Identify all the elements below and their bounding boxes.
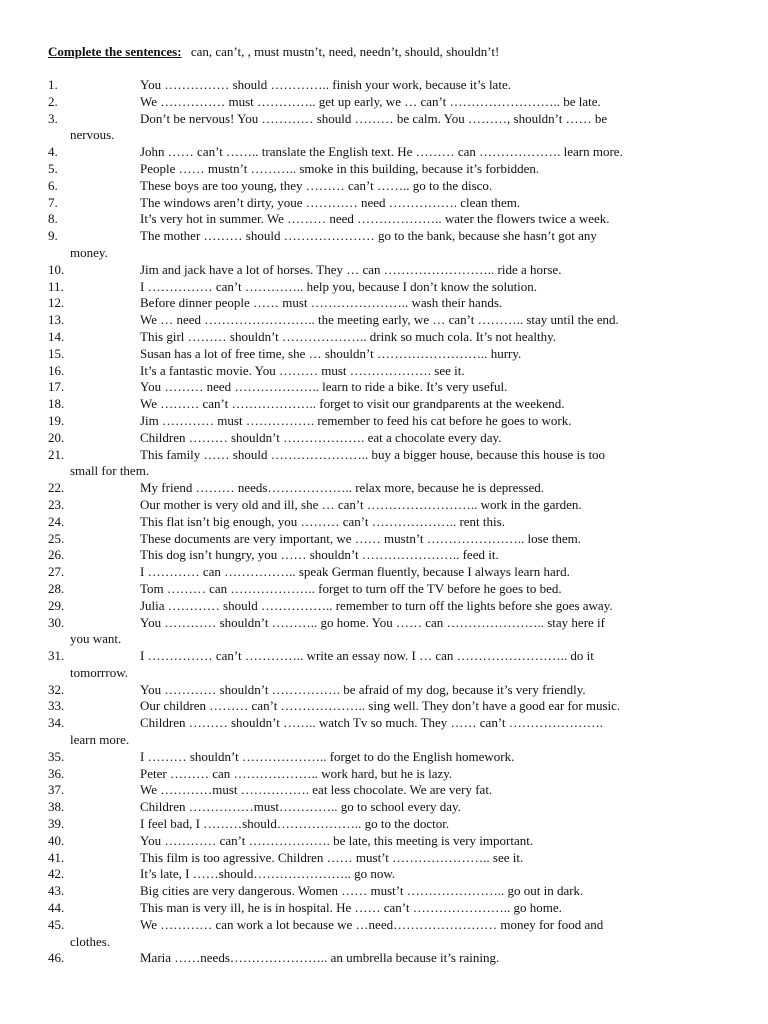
exercise-item	[0, 715, 768, 749]
exercise-number: 16.	[48, 362, 65, 378]
exercise-number: 7.	[48, 194, 58, 210]
exercise-item	[0, 514, 768, 531]
exercise-item	[0, 195, 768, 212]
exercise-sentence: This girl ……… shouldn’t ……………….. drink so much cola. It’s not healthy.	[140, 328, 556, 344]
exercise-number: 5.	[48, 160, 58, 176]
exercise-sentence: This dog isn’t hungry, you …… shouldn’t ………………….. feed it.	[140, 547, 499, 563]
exercise-number: 12.	[48, 295, 65, 311]
exercise-sentence: This family …… should ………………….. buy a bigger house, because this house is too	[140, 446, 606, 462]
exercise-number: 46.	[48, 950, 65, 966]
exercise-number: 4.	[48, 144, 58, 160]
exercise-number: 31.	[48, 648, 65, 664]
exercise-sentence: We ……… can’t ……………….. forget to visit our grandparents at the weekend.	[140, 396, 565, 412]
exercise-sentence: Our mother is very old and ill, she … can’t …………………….. work in the garden.	[140, 496, 582, 512]
exercise-sentence: We ………… can work a lot because we …need…………………… money for food and	[140, 916, 604, 932]
exercise-item	[0, 698, 768, 715]
exercise-item	[0, 950, 768, 967]
exercise-number: 24.	[48, 513, 65, 529]
exercise-sentence: We …………must ……………. eat less chocolate. We are very fat.	[140, 782, 493, 798]
exercise-sentence: Jim ………… must ……………. remember to feed his cat before he goes to work.	[140, 412, 572, 428]
exercise-number: 13.	[48, 312, 65, 328]
exercise-number: 8.	[48, 211, 58, 227]
exercise-item	[0, 279, 768, 296]
exercise-number: 45.	[48, 916, 65, 932]
exercise-item	[0, 144, 768, 161]
exercise-sentence: It’s a fantastic movie. You ……… must ………………. see it.	[140, 362, 465, 378]
exercise-sentence-continuation: tomorrrow.	[70, 664, 129, 680]
exercise-item	[0, 782, 768, 799]
exercise-number: 6.	[48, 177, 58, 193]
exercise-number: 3.	[48, 110, 58, 126]
exercise-sentence: John …… can’t …….. translate the English text. He ……… can ………………. learn more.	[140, 144, 623, 160]
exercise-number: 25.	[48, 530, 65, 546]
exercise-item	[0, 346, 768, 363]
exercise-item	[0, 396, 768, 413]
exercise-item	[0, 262, 768, 279]
exercise-number: 36.	[48, 765, 65, 781]
exercise-number: 32.	[48, 681, 65, 697]
exercise-sentence: Children ……………must………….. go to school every day.	[140, 799, 461, 815]
exercise-number: 17.	[48, 379, 65, 395]
exercise-number: 9.	[48, 228, 58, 244]
exercise-item	[0, 228, 768, 262]
exercise-item	[0, 430, 768, 447]
exercise-sentence: You …………… should ………….. finish your work, because it’s late.	[140, 77, 511, 92]
exercise-sentence: I ………… can …………….. speak German fluently, because I always learn hard.	[140, 564, 570, 580]
exercise-item	[0, 799, 768, 816]
exercise-number: 40.	[48, 832, 65, 848]
exercise-sentence-continuation: learn more.	[70, 732, 130, 748]
exercise-number: 29.	[48, 597, 65, 613]
exercise-sentence-continuation: money.	[70, 244, 108, 260]
exercise-item	[0, 581, 768, 598]
exercise-item	[0, 917, 768, 951]
instructions	[48, 44, 499, 60]
exercise-number: 34.	[48, 715, 65, 731]
exercise-number: 38.	[48, 799, 65, 815]
exercise-number: 27.	[48, 564, 65, 580]
exercise-item	[0, 111, 768, 145]
exercise-item	[0, 447, 768, 481]
exercise-item	[0, 161, 768, 178]
exercise-sentence: Julia ………… should …………….. remember to turn off the lights before she goes away.	[140, 597, 613, 613]
exercise-sentence: The windows aren’t dirty, youe ………… need ……………. clean them.	[140, 194, 521, 210]
exercise-sentence: You ………… can’t ………………. be late, this meeting is very important.	[140, 832, 534, 848]
exercise-sentence: You ………… shouldn’t ……………. be afraid of my dog, because it’s very friendly.	[140, 681, 586, 697]
exercise-number: 33.	[48, 698, 65, 714]
exercise-item	[0, 866, 768, 883]
exercise-number: 19.	[48, 412, 65, 428]
exercise-sentence: This man is very ill, he is in hospital. He …… can’t ………………….. go home.	[140, 900, 562, 916]
exercise-item	[0, 295, 768, 312]
exercise-item	[0, 211, 768, 228]
exercise-item	[0, 598, 768, 615]
exercise-item	[0, 329, 768, 346]
exercise-item	[0, 77, 768, 94]
exercise-sentence: We … need …………………….. the meeting early, we … can’t ……….. stay until the end.	[140, 312, 619, 328]
exercise-sentence: Don’t be nervous! You ………… should ……… be calm. You ………, shouldn’t …… be	[140, 110, 608, 126]
exercise-sentence: This flat isn’t big enough, you ……… can’t ……………….. rent this.	[140, 513, 505, 529]
exercise-number: 22.	[48, 480, 65, 496]
exercise-sentence: These documents are very important, we …… mustn’t ………………….. lose them.	[140, 530, 581, 546]
exercise-number: 2.	[48, 93, 58, 109]
modal-verb-list: can, can’t, , must mustn’t, need, needn’t, should, shouldn’t!	[190, 44, 500, 59]
exercise-sentence: The mother ……… should ………………… go to the bank, because she hasn’t got any	[140, 228, 597, 244]
exercise-sentence: I …………… can’t ………….. write an essay now. I … can …………………….. do it	[140, 648, 594, 664]
exercise-item	[0, 564, 768, 581]
exercise-item	[0, 682, 768, 699]
exercise-item	[0, 94, 768, 111]
exercise-number: 41.	[48, 849, 65, 865]
exercise-item	[0, 850, 768, 867]
exercise-sentence: It’s late, I ……should………………….. go now.	[140, 866, 396, 882]
exercise-sentence-continuation: small for them.	[70, 463, 150, 479]
exercise-sentence-continuation: clothes.	[70, 933, 111, 949]
exercise-item	[0, 766, 768, 783]
exercise-number: 1.	[48, 77, 58, 92]
exercise-sentence: We …………… must ………….. get up early, we … can’t …………………….. be late.	[140, 93, 601, 109]
exercise-number: 18.	[48, 396, 65, 412]
exercise-number: 11.	[48, 278, 64, 294]
exercise-sentence: It’s very hot in summer. We ……… need ……………….. water the flowers twice a week.	[140, 211, 610, 227]
exercise-sentence: You ……… need ……………….. learn to ride a bike. It’s very useful.	[140, 379, 508, 395]
exercise-sentence: This film is too agressive. Children …… must’t ………………….. see it.	[140, 849, 524, 865]
exercise-number: 28.	[48, 580, 65, 596]
exercise-sentence: Tom ……… can ……………….. forget to turn off the TV before he goes to bed.	[140, 580, 562, 596]
exercise-sentence: Peter ……… can ……………….. work hard, but he is lazy.	[140, 765, 453, 781]
exercise-item	[0, 749, 768, 766]
exercise-sentence-continuation: you want.	[70, 631, 122, 647]
exercise-sentence: Jim and jack have a lot of horses. They … can …………………….. ride a horse.	[140, 261, 562, 277]
exercise-sentence: Our children ……… can’t ……………….. sing well. They don’t have a good ear for music.	[140, 698, 621, 714]
exercise-number: 30.	[48, 614, 65, 630]
exercise-number: 43.	[48, 883, 65, 899]
exercise-number: 39.	[48, 816, 65, 832]
exercise-sentence: I …………… can’t ………….. help you, because I don’t know the solution.	[140, 278, 538, 294]
exercise-number: 42.	[48, 866, 65, 882]
exercise-item	[0, 833, 768, 850]
exercise-item	[0, 648, 768, 682]
exercise-sentence: I feel bad, I ………should……………….. go to the doctor.	[140, 816, 450, 832]
exercise-sentence: People …… mustn’t ……….. smoke in this building, because it’s forbidden.	[140, 160, 540, 176]
exercise-number: 26.	[48, 547, 65, 563]
exercise-item	[0, 900, 768, 917]
exercise-number: 35.	[48, 748, 65, 764]
exercise-number: 20.	[48, 429, 65, 445]
exercise-item	[0, 379, 768, 396]
exercise-sentence-continuation: nervous.	[70, 127, 115, 143]
exercise-item	[0, 312, 768, 329]
exercise-sentence: Children ……… shouldn’t ………………. eat a chocolate every day.	[140, 429, 502, 445]
exercise-number: 14.	[48, 328, 65, 344]
exercise-sentence: Before dinner people …… must ………………….. wash their hands.	[140, 295, 503, 311]
exercise-sentence: These boys are too young, they ……… can’t …….. go to the disco.	[140, 177, 493, 193]
exercise-number: 37.	[48, 782, 65, 798]
exercise-number: 44.	[48, 900, 65, 916]
exercise-item	[0, 531, 768, 548]
instructions-title: Complete the sentences:	[48, 44, 182, 59]
exercise-item	[0, 816, 768, 833]
exercise-item	[0, 615, 768, 649]
exercise-item	[0, 480, 768, 497]
exercise-number: 23.	[48, 496, 65, 512]
exercise-sentence: You ………… shouldn’t ……….. go home. You …… can ………………….. stay here if	[140, 614, 605, 630]
exercise-sentence: Children ……… shouldn’t …….. watch Tv so much. They …… can’t ………………….	[140, 715, 604, 731]
exercise-sentence: Big cities are very dangerous. Women …… must’t ………………….. go out in dark.	[140, 883, 584, 899]
exercise-item	[0, 547, 768, 564]
exercise-sentence: Susan has a lot of free time, she … shouldn’t …………………….. hurry.	[140, 345, 522, 361]
exercise-item	[0, 413, 768, 430]
exercise-sentence: Maria ……needs………………….. an umbrella because it’s raining.	[140, 950, 500, 966]
exercise-number: 21.	[48, 446, 65, 462]
exercise-number: 15.	[48, 345, 65, 361]
exercise-item	[0, 497, 768, 514]
exercise-item	[0, 178, 768, 195]
exercise-list	[0, 77, 768, 967]
exercise-sentence: I ……… shouldn’t ……………….. forget to do the English homework.	[140, 748, 515, 764]
exercise-number: 10.	[48, 261, 65, 277]
exercise-item	[0, 883, 768, 900]
exercise-item	[0, 363, 768, 380]
exercise-sentence: My friend ……… needs……………….. relax more, because he is depressed.	[140, 480, 544, 496]
